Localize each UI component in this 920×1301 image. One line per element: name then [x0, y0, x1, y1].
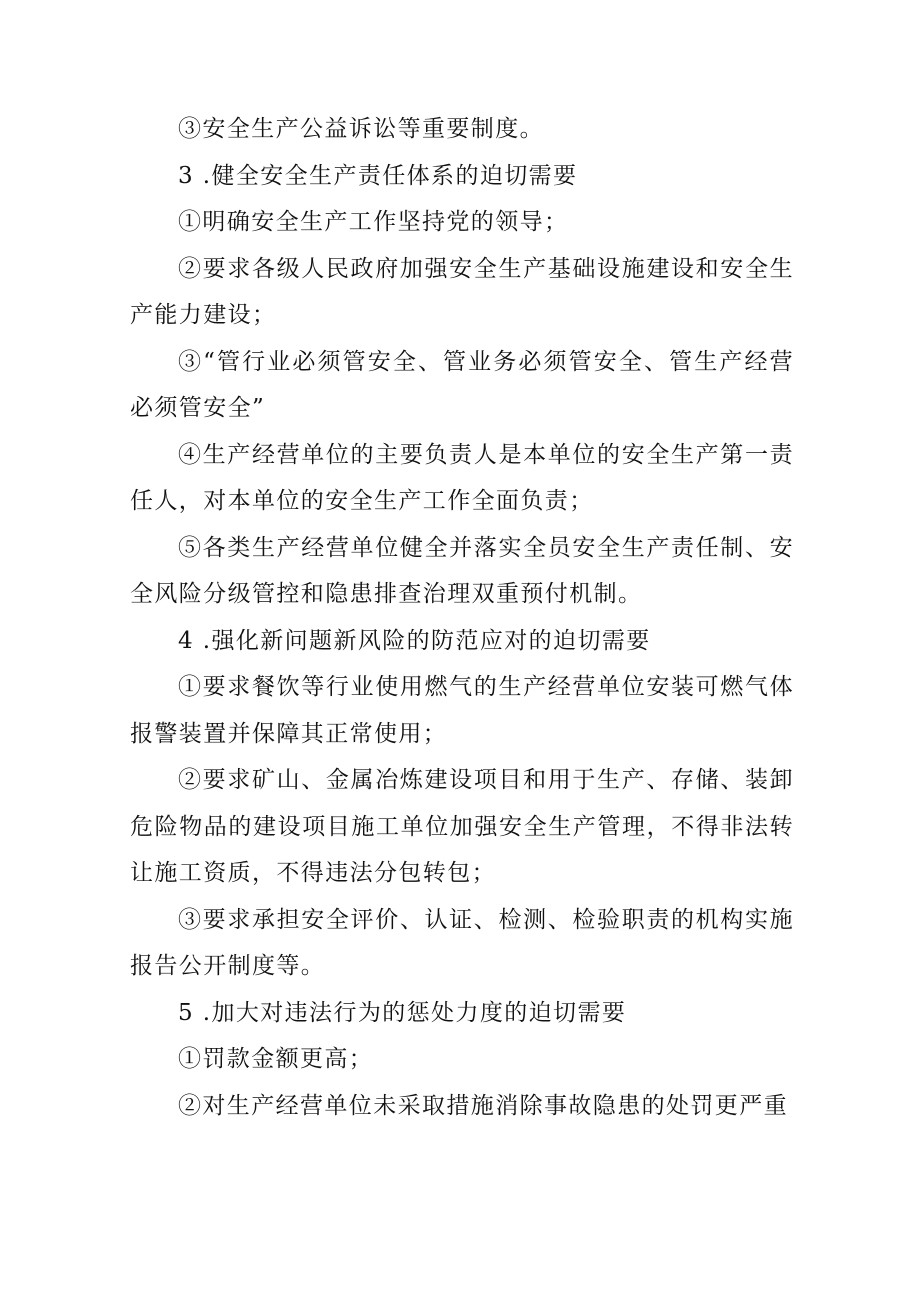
paragraph-13: ①罚款金额更高； [178, 1046, 374, 1072]
paragraph-4: ②要求各级人民政府加强安全生产基础设施建设和安全生产能力建设； [130, 255, 794, 328]
paragraph-11: ③要求承担安全评价、认证、检测、检验职责的机构实施报告公开制度等。 [130, 906, 794, 979]
document-body [130, 106, 794, 1129]
paragraph-9: ①要求餐饮等行业使用燃气的生产经营单位安装可燃气体报警装置并保障其正常使用； [130, 674, 794, 747]
paragraph-1: ③安全生产公益诉讼等重要制度。 [178, 116, 544, 142]
section-heading-5: 5 .加大对违法行为的惩处力度的迫切需要 [178, 999, 627, 1026]
paragraph-10: ②要求矿山、金属冶炼建设项目和用于生产、存储、装卸危险物品的建设项目施工单位加强安全生产管理，不得非法转让施工资质，不得违法分包转包； [130, 767, 794, 886]
paragraph-6: ④生产经营单位的主要负责人是本单位的安全生产第一责任人，对本单位的安全生产工作全面负责； [130, 441, 794, 514]
paragraph-7: ⑤各类生产经营单位健全并落实全员安全生产责任制、安全风险分级管控和隐患排查治理双重预付机制。 [130, 534, 794, 607]
paragraph-14: ②对生产经营单位未采取措施消除事故隐患的处罚更严重 [178, 1092, 788, 1119]
section-heading-4: 4 .强化新问题新风险的防范应对的迫切需要 [178, 627, 651, 654]
paragraph-5: ③“管行业必须管安全、管业务必须管安全、管生产经营必须管安全” [130, 348, 794, 421]
paragraph-3: ①明确安全生产工作坚持党的领导； [178, 209, 569, 235]
section-heading-3: 3 .健全安全生产责任体系的迫切需要 [178, 162, 578, 189]
